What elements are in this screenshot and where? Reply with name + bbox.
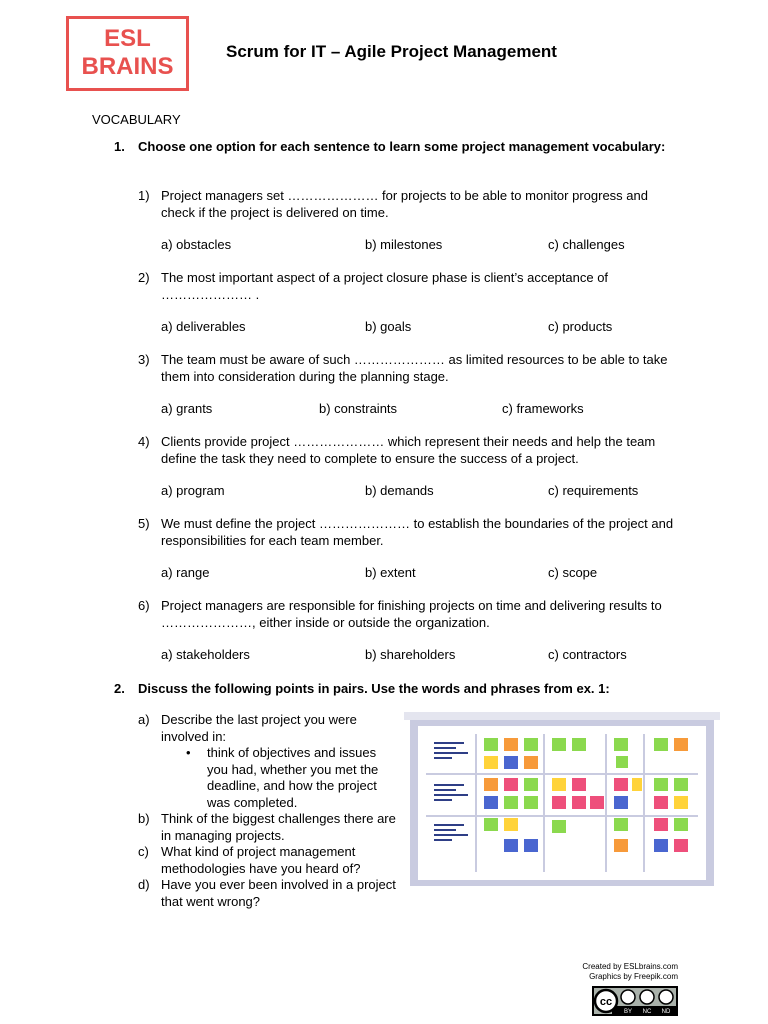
discussion-c-number: c)	[138, 844, 149, 859]
question-4-text: Clients provide project ………………… which represent their needs and help the team define the task they need to complete to ensure the success of a project.	[161, 434, 656, 466]
question-4-option-c[interactable]: c) requirements	[548, 483, 639, 498]
cc-by-nc-nd-license-badge	[592, 986, 678, 1016]
question-1-number: 1)	[138, 188, 150, 203]
nd-label: ND	[661, 1009, 671, 1015]
by-label: BY	[623, 1009, 633, 1015]
question-3-text: The team must be aware of such ………………… as limited resources to be able to take them into consideration during the planning stage.	[161, 352, 668, 384]
question-2-option-c[interactable]: c) products	[548, 319, 613, 334]
question-3-number: 3)	[138, 352, 150, 367]
discussion-a-text: Describe the last project you were involved in:	[161, 712, 357, 744]
discussion-d-number: d)	[138, 877, 150, 892]
nc-dollar-icon	[640, 990, 654, 1004]
question-5-option-c[interactable]: c) scope	[548, 565, 598, 580]
question-2-number: 2)	[138, 270, 150, 285]
discussion-b-text: Think of the biggest challenges there are in managing projects.	[161, 811, 396, 843]
question-3-option-c[interactable]: c) frameworks	[502, 401, 584, 416]
scrum-board-illustration	[404, 712, 720, 888]
logo-line-1: ESL	[104, 25, 151, 52]
question-5-option-a[interactable]: a) range	[161, 565, 210, 580]
page-title: Scrum for IT – Agile Project Management	[226, 42, 557, 61]
question-2-option-a[interactable]: a) deliverables	[161, 319, 246, 334]
task-2-text: Discuss the following points in pairs. Use the words and phrases from ex. 1:	[138, 681, 610, 696]
discussion-d-text: Have you ever been involved in a project that went wrong?	[161, 877, 396, 909]
credits	[582, 962, 678, 982]
question-1-option-b[interactable]: b) milestones	[365, 237, 443, 252]
question-6-number: 6)	[138, 598, 150, 613]
question-1-option-c[interactable]: c) challenges	[548, 237, 625, 252]
bullet-dot: •	[186, 745, 191, 760]
credits-created-by: Created by ESLbrains.com	[582, 962, 678, 971]
question-4-option-b[interactable]: b) demands	[365, 483, 434, 498]
task-2-number: 2.	[114, 681, 125, 696]
logo-line-2: BRAINS	[81, 53, 174, 80]
esl-brains-logo	[66, 16, 189, 91]
discussion-a-number: a)	[138, 712, 150, 727]
question-5-number: 5)	[138, 516, 150, 531]
question-4-option-a[interactable]: a) program	[161, 483, 225, 498]
board-top-bar	[404, 712, 720, 720]
section-heading: VOCABULARY	[92, 112, 181, 127]
credits-graphics-by: Graphics by Freepik.com	[589, 972, 678, 981]
question-1-option-a[interactable]: a) obstacles	[161, 237, 232, 252]
question-6-option-c[interactable]: c) contractors	[548, 647, 627, 662]
question-6-text: Project managers are responsible for finishing projects on time and delivering results to …………………, either inside or outside the organization.	[161, 598, 662, 630]
question-5-option-b[interactable]: b) extent	[365, 565, 416, 580]
question-2-option-b[interactable]: b) goals	[365, 319, 412, 334]
question-3-option-b[interactable]: b) constraints	[319, 401, 398, 416]
question-2-text: The most important aspect of a project closure phase is client’s acceptance of ………………… .	[161, 270, 609, 302]
by-person-icon	[621, 990, 635, 1004]
question-4-number: 4)	[138, 434, 150, 449]
discussion-b-number: b)	[138, 811, 150, 826]
bullet-text: think of objectives and issues you had, whether you met the deadline, and how the project was completed.	[207, 745, 379, 810]
question-5-text: We must define the project ………………… to establish the boundaries of the project and responsibilities for each team member.	[161, 516, 674, 548]
question-6-option-a[interactable]: a) stakeholders	[161, 647, 250, 662]
question-3-option-a[interactable]: a) grants	[161, 401, 213, 416]
cc-text: cc	[599, 996, 613, 1008]
nc-label: NC	[642, 1009, 652, 1015]
discussion-c-text: What kind of project management methodologies have you heard of?	[161, 844, 361, 876]
task-1-text: Choose one option for each sentence to learn some project management vocabulary:	[138, 139, 666, 154]
question-1-text: Project managers set ………………… for projects to be able to monitor progress and check if the project is delivered on time.	[161, 188, 648, 220]
question-6-option-b[interactable]: b) shareholders	[365, 647, 456, 662]
task-1-number: 1.	[114, 139, 125, 154]
nd-equals-icon	[659, 990, 673, 1004]
